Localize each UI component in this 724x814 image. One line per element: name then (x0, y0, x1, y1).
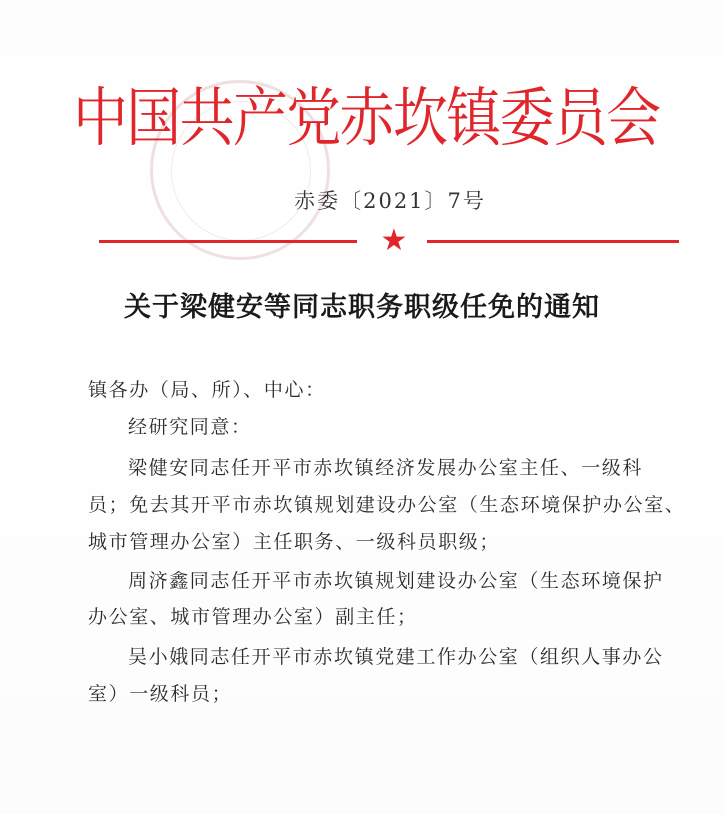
red-rule-left (99, 240, 357, 243)
red-rule-right (427, 240, 679, 243)
body-line: 室）一级科员； (88, 683, 233, 705)
body-line: 吴小娥同志任开平市赤坎镇党建工作办公室（组织人事办公 (128, 646, 664, 668)
salutation: 镇各办（局、所）、中心： (88, 379, 326, 401)
body-line: 员；免去其开平市赤坎镇规划建设办公室（生态环境保护办公室、 (88, 494, 686, 516)
body-line: 梁健安同志任开平市赤坎镇经济发展办公室主任、一级科 (128, 457, 644, 479)
body-line: 周济鑫同志任开平市赤坎镇规划建设办公室（生态环境保护 (128, 570, 664, 592)
red-star-icon: ★ (380, 223, 408, 258)
body-line: 城市管理办公室）主任职务、一级科员职级； (88, 531, 501, 553)
document-number: 赤委〔2021〕7号 (294, 189, 486, 213)
red-header-organization: 中国共产党赤坎镇委员会 (72, 82, 660, 154)
document-title: 关于梁健安等同志职务职级任免的通知 (124, 292, 600, 323)
body-line: 办公室、城市管理办公室）副主任； (88, 606, 418, 628)
body-line: 经研究同意： (128, 416, 252, 438)
